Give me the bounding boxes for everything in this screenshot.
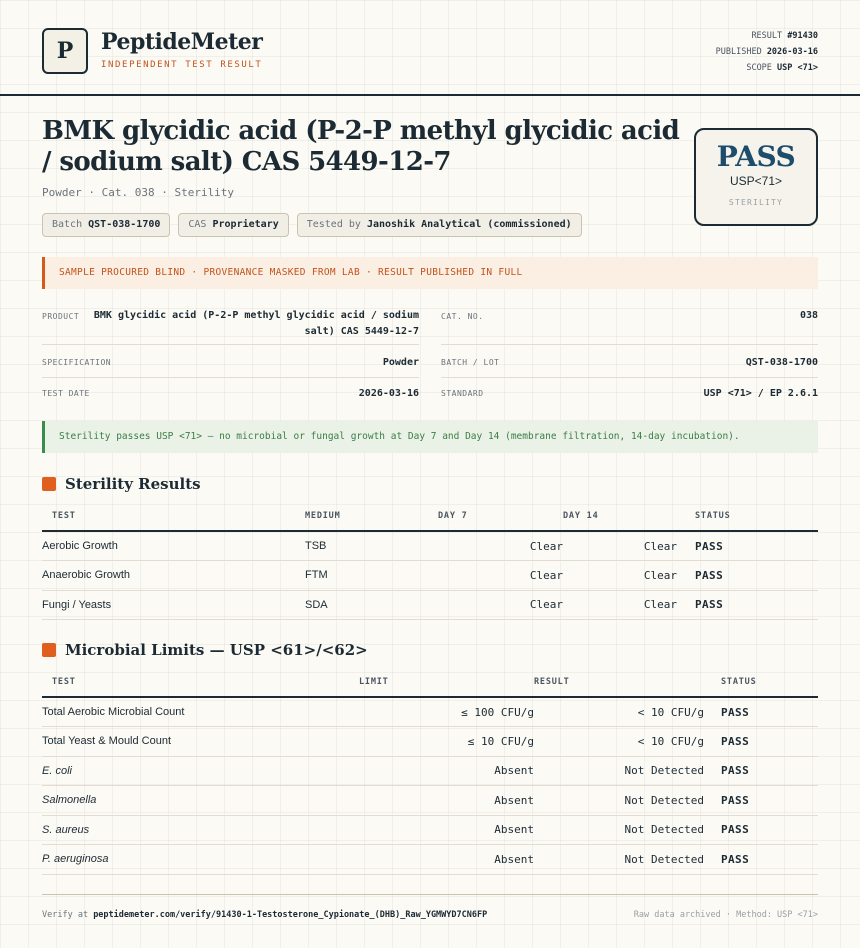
test-name: Anaerobic Growth — [42, 561, 305, 591]
limit-value: Absent — [359, 815, 534, 845]
page-subtitle: Powder · Cat. 038 · Sterility — [42, 186, 235, 199]
status-badge: PASS — [721, 845, 818, 875]
col-result: RESULT — [534, 668, 721, 697]
result-value: < 10 CFU/g — [534, 727, 721, 757]
day7-result: Clear — [438, 561, 563, 591]
table-row — [42, 590, 818, 620]
blind-notice: SAMPLE PROCURED BLIND · PROVENANCE MASKED FROM LAB · RESULT PUBLISHED IN FULL — [42, 257, 818, 289]
info-batch — [441, 345, 818, 378]
status-badge: PASS — [721, 727, 818, 757]
table-row — [42, 845, 818, 875]
limit-value: Absent — [359, 786, 534, 816]
brand-logo[interactable] — [42, 28, 88, 74]
info-test-date — [42, 378, 419, 408]
cas-chip: CAS Proprietary — [178, 213, 288, 237]
table-row — [42, 786, 818, 816]
day7-result: Clear — [438, 531, 563, 561]
footer-note: Raw data archived · Method: USP <71> — [633, 910, 818, 920]
test-medium: SDA — [305, 590, 438, 620]
test-name: Total Aerobic Microbial Count — [42, 697, 359, 727]
info-standard-value: USP <71> / EP 2.6.1 — [703, 388, 818, 399]
verify-label: Verify at — [42, 910, 89, 920]
test-name: P. aeruginosa — [42, 845, 359, 875]
brand-name[interactable]: PeptideMeter — [101, 29, 263, 55]
test-name: Fungi / Yeasts — [42, 590, 305, 620]
batch-chip: Batch QST-038-1700 — [42, 213, 170, 237]
day14-result: Clear — [563, 561, 695, 591]
info-product — [42, 308, 419, 345]
info-catno-value: 038 — [799, 310, 818, 321]
info-standard — [441, 378, 818, 408]
status-badge: PASS — [695, 590, 818, 620]
test-name: Salmonella — [42, 786, 359, 816]
meta-published: PUBLISHED 2026-03-16 — [715, 47, 818, 57]
summary-bar: Sterility passes USP <71> — no microbial or fungal growth at Day 7 and Day 14 (membrane filtration, 14-day incubation). — [42, 421, 818, 453]
limit-value: Absent — [359, 845, 534, 875]
tested-by-chip: Tested by Janoshik Analytical (commissioned) — [297, 213, 582, 237]
table-header-row — [42, 668, 818, 697]
test-name: Total Yeast & Mould Count — [42, 727, 359, 757]
col-status: STATUS — [721, 668, 818, 697]
info-batch-label: BATCH / LOT — [441, 358, 500, 367]
logo-letter: P — [56, 38, 74, 64]
page-title: BMK glycidic acid (P-2-P methyl glycidic acid / sodium salt) CAS 5449-12-7 — [42, 116, 680, 177]
col-day14: DAY 14 — [563, 502, 695, 531]
day14-result: Clear — [563, 590, 695, 620]
microbial-table — [42, 668, 818, 875]
table-row — [42, 561, 818, 591]
status-badge: PASS — [721, 786, 818, 816]
info-spec-label: SPECIFICATION — [42, 358, 112, 367]
info-catno — [441, 308, 818, 345]
report-header — [0, 0, 860, 96]
test-name: Aerobic Growth — [42, 531, 305, 561]
verdict-standard: USP<71> — [729, 174, 783, 188]
verify-link[interactable]: peptidemeter.com/verify/91430-1-Testosterone_Cypionate_(DHB)_Raw_YGMWYD7CN6FP — [93, 910, 488, 920]
verdict-word: PASS — [716, 140, 796, 173]
sterility-section-header — [42, 475, 201, 493]
test-name: E. coli — [42, 756, 359, 786]
info-product-value: BMK glycidic acid (P-2-P methyl glycidic acid / sodium salt) CAS 5449-12-7 — [93, 310, 419, 337]
section-marker-icon — [42, 477, 56, 491]
verdict-label: STERILITY — [728, 198, 784, 207]
status-badge: PASS — [721, 815, 818, 845]
verdict-badge — [694, 128, 818, 226]
info-standard-label: STANDARD — [441, 389, 484, 398]
status-badge: PASS — [695, 561, 818, 591]
info-batch-value: QST-038-1700 — [745, 357, 818, 368]
test-medium: FTM — [305, 561, 438, 591]
sterility-table — [42, 502, 818, 620]
info-specification — [42, 345, 419, 378]
test-medium: TSB — [305, 531, 438, 561]
table-row — [42, 756, 818, 786]
limit-value: ≤ 100 CFU/g — [359, 697, 534, 727]
test-name: S. aureus — [42, 815, 359, 845]
result-value: Not Detected — [534, 845, 721, 875]
section-marker-icon — [42, 643, 56, 657]
result-value: < 10 CFU/g — [534, 697, 721, 727]
verify-line — [42, 910, 487, 920]
status-badge: PASS — [695, 531, 818, 561]
sterility-section-title: Sterility Results — [65, 475, 201, 493]
table-row — [42, 727, 818, 757]
table-row — [42, 531, 818, 561]
result-value: Not Detected — [534, 815, 721, 845]
info-date-value: 2026-03-16 — [358, 388, 419, 399]
report-meta — [716, 28, 818, 76]
microbial-section-header — [42, 641, 368, 659]
report-footer — [42, 894, 818, 920]
day7-result: Clear — [438, 590, 563, 620]
col-test: TEST — [42, 668, 359, 697]
col-limit: LIMIT — [359, 668, 534, 697]
info-product-label: PRODUCT — [42, 312, 80, 321]
day14-result: Clear — [563, 531, 695, 561]
result-value: Not Detected — [534, 756, 721, 786]
col-day7: DAY 7 — [438, 502, 563, 531]
result-value: Not Detected — [534, 786, 721, 816]
chip-row — [42, 213, 582, 237]
info-spec-value: Powder — [382, 357, 419, 368]
status-badge: PASS — [721, 756, 818, 786]
microbial-section-title: Microbial Limits — USP <61>/<62> — [65, 641, 368, 659]
table-row — [42, 815, 818, 845]
col-status: STATUS — [695, 502, 818, 531]
status-badge: PASS — [721, 697, 818, 727]
table-row — [42, 697, 818, 727]
col-test: TEST — [42, 502, 305, 531]
meta-result: RESULT #91430 — [751, 31, 818, 41]
table-header-row — [42, 502, 818, 531]
brand-subtitle: INDEPENDENT TEST RESULT — [101, 60, 263, 70]
limit-value: Absent — [359, 756, 534, 786]
info-date-label: TEST DATE — [42, 389, 90, 398]
meta-scope: SCOPE USP <71> — [746, 63, 818, 73]
info-catno-label: CAT. NO. — [441, 312, 484, 321]
limit-value: ≤ 10 CFU/g — [359, 727, 534, 757]
col-medium: MEDIUM — [305, 502, 438, 531]
